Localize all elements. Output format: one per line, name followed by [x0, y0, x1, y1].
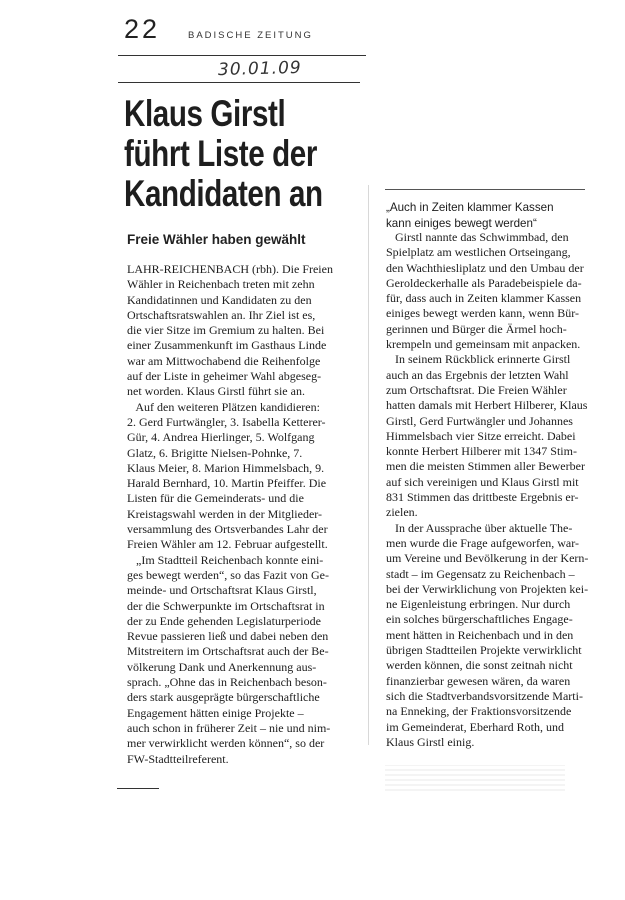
text-line: finanzierbar gewesen wären, da waren — [386, 673, 571, 688]
text-line: hatten damals mit Herbert Hilberer, Klaus — [386, 398, 588, 413]
text-line: Listen für die Gemeinderats- und die — [127, 491, 304, 506]
text-line: Engagement hätten einige Projekte – — [127, 705, 304, 720]
subsection-heading-line: kann einiges bewegt werden“ — [386, 216, 537, 230]
text-line: Gür, 4. Andrea Hierlinger, 5. Wolfgang — [127, 430, 315, 445]
text-line: der die Schwerpunkte im Ortschaftsrat in — [127, 598, 325, 613]
text-line: völkerung Dank und Anerkennung aus- — [127, 659, 317, 674]
text-line: die vier Sitze im Gremium zu halten. Bei — [127, 323, 325, 338]
text-line: 831 Stimmen das drittbeste Ergebnis er- — [386, 490, 579, 505]
text-line: werden können, die sonst zeitnah nicht — [386, 658, 573, 673]
text-line: übrigen Stadtteilen Projekte verwirklicht — [386, 643, 582, 658]
text-line: In seinem Rückblick erinnerte Girstl — [386, 352, 571, 367]
column-divider — [368, 185, 369, 745]
text-line: Klaus Girstl einig. — [386, 734, 475, 749]
subsection-heading-line: „Auch in Zeiten klammer Kassen — [386, 201, 554, 214]
text-line: In der Aussprache über aktuelle The- — [386, 520, 573, 535]
header-rule — [118, 55, 366, 56]
text-line: ein solches bürgerschaftliches Engage- — [386, 612, 573, 627]
text-line: krempeln und gemeinsam mit anpacken. — [386, 337, 581, 352]
text-line: sprach. „Ohne das in Reichenbach beson- — [127, 675, 327, 690]
text-line: 2. Gerd Furtwängler, 3. Isabella Ketterer- — [127, 414, 326, 429]
headline — [124, 94, 324, 214]
text-line: konnte Herbert Hilberer mit 1347 Stim- — [386, 444, 577, 459]
text-line: einer Zusammenkunft im Gasthaus Linde — [127, 338, 327, 353]
text-line: meinde- und Ortschaftsrat Klaus Girstl, — [127, 583, 317, 598]
handwritten-date: 30.01.09 — [217, 57, 302, 81]
text-line: auch an das Ergebnis der letzten Wahl — [386, 367, 569, 382]
text-line: Mitstreitern im Ortschaftsrat auch der Be- — [127, 644, 329, 659]
text-line: mer verwirklicht werden können“, so der — [127, 736, 325, 751]
text-line: LAHR-REICHENBACH (rbh). Die Freien — [127, 262, 333, 276]
text-line: Girstl nannte das Schwimmbad, den — [386, 230, 569, 244]
newspaper-name: BADISCHE ZEITUNG — [188, 30, 313, 41]
text-line: FW-Stadtteilreferent. — [127, 751, 229, 766]
text-line: für, dass auch in Zeiten klammer Kassen — [386, 291, 582, 306]
text-line: Glatz, 6. Brigitte Nielsen-Pohnke, 7. — [127, 445, 303, 460]
text-line: versammlung des Ortsverbandes Lahr der — [127, 522, 328, 537]
text-line: Freien Wähler am 12. Februar aufgestellt. — [127, 537, 328, 552]
text-line: zielen. — [386, 505, 418, 520]
text-line: bei der Verwirklichung von Projekten kei- — [386, 581, 589, 596]
text-line: men die meisten Stimmen aller Bewerber — [386, 459, 585, 474]
headline-line: führt Liste der — [124, 133, 317, 174]
text-line: gerinnen und Bürger die Ärmel hoch- — [386, 321, 567, 336]
text-line: ne Eigenleistung erbringen. Nur durch — [386, 597, 571, 612]
text-line: auch schon in früherer Zeit – nie und nim- — [127, 720, 331, 735]
text-line: Klaus Meier, 8. Marion Himmelsbach, 9. — [127, 460, 325, 475]
text-line: der zu Ende gehenden Legislaturperiode — [127, 613, 321, 628]
text-line: net worden. Klaus Girstl führt sie an. — [127, 384, 305, 399]
subsection-rule — [385, 189, 585, 190]
article-end-rule — [117, 788, 159, 789]
text-line: Harald Bernhard, 10. Martin Pfeiffer. Die — [127, 476, 327, 491]
text-line: stadt – im Gegensatz zu Reichenbach – — [386, 566, 575, 581]
text-line: Wähler in Reichenbach treten mit zehn — [127, 277, 315, 292]
article-column-2 — [386, 230, 588, 750]
text-line: Kandidatinnen und Kandidaten zu den — [127, 292, 312, 307]
text-line: einiges bewegt werden kann, wenn Bür- — [386, 306, 580, 321]
text-line: Kreistagswahl werden in der Mitglieder- — [127, 506, 323, 521]
text-line: ment hätten in Reichenbach und in den — [386, 627, 574, 642]
text-line: ges bewegt werden“, so das Fazit von Ge- — [127, 567, 329, 582]
text-line: im Gemeinderat, Eberhard Roth, und — [386, 719, 564, 734]
date-rule — [118, 82, 360, 83]
text-line: Spielplatz am westlichen Ortseingang, — [386, 245, 571, 260]
text-line: Auf den weiteren Plätzen kandidieren: — [127, 399, 320, 414]
text-line: na Enneking, der Fraktionsvorsitzende — [386, 704, 572, 719]
text-line: um Vereine und Bevölkerung in der Kern- — [386, 551, 589, 566]
article-column-1 — [127, 262, 333, 767]
headline-line: Klaus Girstl — [124, 93, 286, 134]
text-line: ders stark ausgeprägte bürgerschaftliche — [127, 690, 320, 705]
text-line: Geroldeckerhalle als Paradebeispiele da- — [386, 275, 582, 290]
text-line: auf sich vereinigen und Klaus Girstl mit — [386, 474, 579, 489]
text-line: zum Ortschaftsrat. Die Freien Wähler — [386, 382, 567, 397]
page-number: 22 — [124, 14, 161, 44]
text-line: Ortschaftsratswahlen an. Ihr Ziel ist es, — [127, 307, 316, 322]
text-line: men wurde die Frage aufgeworfen, war- — [386, 535, 580, 550]
text-line: Revue passieren ließ und dabei neben den — [127, 629, 329, 644]
subsection-heading — [386, 200, 554, 231]
text-line: sich die Stadtverbandsvorsitzende Marti- — [386, 688, 583, 703]
print-bleed-through — [385, 765, 565, 791]
text-line: Girstl, Gerd Furtwängler und Johannes — [386, 413, 573, 428]
text-line: den Wachthiesliplatz und den Umbau der — [386, 260, 584, 275]
text-line: „Im Stadtteil Reichenbach konnte eini- — [127, 552, 324, 567]
headline-line: Kandidaten an — [124, 173, 323, 214]
subheadline: Freie Wähler haben gewählt — [127, 232, 306, 247]
text-line: war am Mittwochabend die Reihenfolge — [127, 353, 321, 368]
text-line: auf der Liste in geheimer Wahl abgeseg- — [127, 369, 322, 384]
text-line: Himmelsbach vier Sitze erreicht. Dabei — [386, 428, 576, 443]
